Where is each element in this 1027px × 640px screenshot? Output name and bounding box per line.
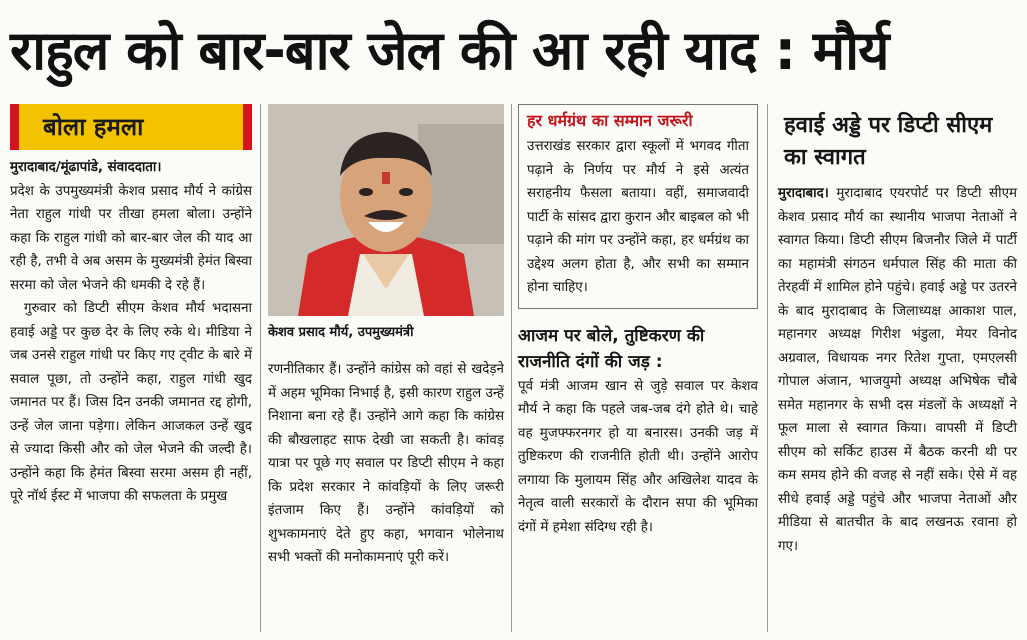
column-rule — [511, 104, 512, 632]
article-paragraph: गुरुवार को डिप्टी सीएम केशव मौर्य भदासना हवाई अड्डे पर कुछ देर के लिए रुके थे। मीडिया ने जब उनसे राहुल गांधी पर किए गए ट्वीट के बारे में सवाल पूछा, तो उन्होंने कहा, राहुल गांधी खुद जमानत पर हैं। जिस दिन उनकी जमानत रद्द होगी, उन्हें जेल जाना पड़ेगा। लेकिन आजकल उन्हें खुद से ज्यादा किसी और को जेल भेजने की जल्दी है। उन्होंने कहा कि हेमंत बिस्वा सरमा असम ही नहीं, पूरे नॉर्थ ईस्ट में भाजपा की सफलता के प्रमुख — [10, 301, 252, 504]
column-rule — [767, 104, 768, 632]
section-tag: बोला हमला — [10, 104, 252, 150]
portrait-illustration — [268, 104, 504, 316]
box-title: हर धर्मग्रंथ का सम्मान जरूरी — [527, 111, 693, 130]
column-rule — [260, 104, 261, 632]
column-4 — [778, 104, 1017, 558]
dateline: मुरादाबाद। — [778, 186, 829, 201]
column-3 — [518, 104, 758, 539]
box-text: उत्तराखंड सरकार द्वारा स्कूलों में भगवद गीता पढ़ाने के निर्णय पर मौर्य ने इसे अत्यंत सराहनीय फैसला बताया। वहीं, समाजवादी पार्टी के सांसद द्वारा कुरान और बाइबल को भी पढ़ाने की मांग पर उन्होंने कहा, हर धर्मग्रंथ का उद्देश्य अलग होता है, और सभी का सम्मान होना चाहिए। — [527, 139, 749, 295]
column-1 — [10, 104, 252, 509]
story-text: मुरादाबाद एयरपोर्ट पर डिप्टी सीएम केशव प्रसाद मौर्य का स्थानीय भाजपा नेताओं ने स्वागत किया। डिप्टी सीएम बिजनौर जिले में पार्टी का महामंत्री संगठन धर्मपाल सिंह की माता की तेरहवीं में शामिल होने पहुंचे। हवाई अड्डे पर उतरने के बाद मुरादाबाद के जिलाध्यक्ष आकाश पाल, महानगर अध्यक्ष गिरीश भंडुला, मेयर विनोद अग्रवाल, विधायक नगर रितेश गुप्ता, एमएलसी गोपाल अंजान, भाजयुमो अध्यक्ष अभिषेक चौबे समेत महानगर के सभी दस मंडलों के अध्यक्षों ने फूल माला से स्वागत किया। वापसी में डिप्टी सीएम को सर्किट हाउस में बैठक करनी थी पर कम समय होने की वजह से नहीं सके। ऐसे में वह सीधे हवाई अड्डे पहुंचे और भाजपा नेताओं और मीडिया से बातचीत के बाद लखनऊ रवाना हो गए। — [778, 186, 1017, 554]
column-2 — [268, 104, 504, 570]
story-title: हवाई अड्डे पर डिप्टी सीएम का स्वागत — [784, 113, 993, 170]
portrait-photo — [268, 104, 504, 316]
sidebar-box — [518, 104, 758, 309]
article-paragraph: पूर्व मंत्री आजम खान से जुड़े सवाल पर केशव मौर्य ने कहा कि पहले जब-जब दंगे होते थे। चाहे वह मुजफ्फरनगर हो या बनारस। उनकी जड़ में तुष्टिकरण की राजनीति होती थी। उन्होंने आरोप लगाया कि मुलायम सिंह और अखिलेश यादव के नेतृत्व वाली सरकारों के दौरान सपा की भूमिका दंगों में हमेशा संदिग्ध रही है। — [518, 378, 758, 535]
photo-caption: केशव प्रसाद मौर्य, उपमुख्यमंत्री — [268, 325, 414, 340]
article-paragraph: रणनीतिकार हैं। उन्होंने कांग्रेस को वहां से खदेड़ने में अहम भूमिका निभाई है, इसी कारण राहुल उन्हें निशाना बना रहे हैं। उन्होंने आगे कहा कि कांग्रेस की बौखलाहट साफ देखी जा सकती है। कांवड़ यात्रा पर पूछे गए सवाल पर डिप्टी सीएम ने कहा कि प्रदेश सरकार ने कांवड़ियों के लिए जरूरी इंतजाम किए हैं। उन्होंने कांवड़ियों को शुभकामनाएं देते हुए कहा, भगवान भोलेनाथ सभी भक्तों की मनोकामनाएं पूरी करें। — [268, 362, 504, 565]
article-paragraph — [778, 182, 1017, 558]
dateline: मुरादाबाद/मूंढापांडे, संवाददाता। — [10, 160, 162, 175]
article-paragraph: प्रदेश के उपमुख्यमंत्री केशव प्रसाद मौर्य ने कांग्रेस नेता राहुल गांधी पर तीखा हमला बोला। उन्होंने कहा कि राहुल गांधी को बार-बार जेल की याद आ रही है, तभी वे अब असम के मुख्यमंत्री हेमंत बिस्वा सरमा को जेल भेजने की धमकी दे रहे हैं। — [10, 183, 252, 293]
headline: राहुल को बार-बार जेल की आ रही याद : मौर्य — [10, 19, 889, 82]
subheading: आजम पर बोले, तुष्टिकरण की राजनीति दंगों की जड़ : — [518, 325, 705, 372]
